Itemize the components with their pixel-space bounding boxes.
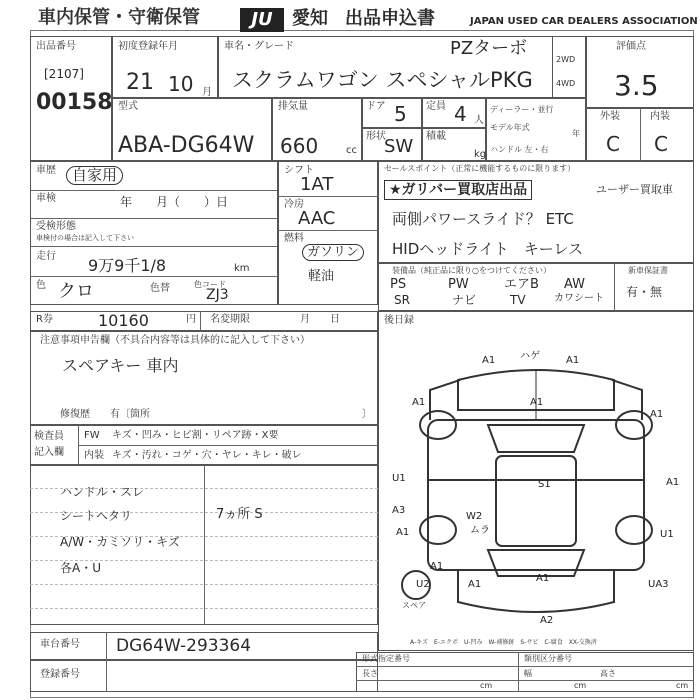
comment-3: A/W・カミソリ・キズ (60, 535, 180, 549)
drive-box (552, 36, 586, 98)
mark-s1: S1 (538, 479, 551, 490)
storage-title: 車内保管・守衛保管 (38, 7, 200, 28)
comment-1: ハンドル・スレ (60, 485, 145, 499)
displacement-label: 排気量 (278, 101, 308, 112)
equip-tv: TV (510, 293, 526, 307)
fuel-alt: 軽油 (308, 269, 335, 284)
shift-label: シフト (284, 165, 314, 176)
chassis-label: 車台番号 (40, 639, 80, 650)
reg-month-unit: 月 (202, 87, 212, 98)
equip-pw: PW (448, 277, 469, 292)
mark-u1-left: U1 (392, 473, 406, 484)
mark-a1-side: A1 (396, 527, 410, 538)
selling-label: セールスポイント（正常に機能するものに限ります） (384, 164, 576, 173)
mark-a1-right2: A1 (666, 477, 680, 488)
capacity-unit: 人 (474, 115, 484, 126)
recycle-value: 10160 (98, 311, 149, 330)
notes-label: 注意事項申告欄（不具合内容等は具体的に記入して下さい） (40, 335, 310, 346)
use-value: 自家用 (66, 166, 123, 185)
brand-name: 愛知 (292, 8, 328, 29)
height-label: 高さ (600, 669, 616, 678)
mileage-unit: km (234, 263, 250, 274)
warranty-label: 新車保証書 (628, 266, 668, 275)
displacement-value: 660 (280, 134, 319, 158)
equip-ps: PS (390, 277, 407, 292)
mark-w2: W2 (466, 511, 483, 522)
repair-label: 修復歴 有〔箇所 (60, 409, 150, 420)
aircon-value: AAC (298, 208, 336, 229)
equipment-label: 装備品（純正品に限り○をつけてください） (392, 266, 551, 275)
model-label: 車名・グレード (224, 41, 294, 52)
mark-a1-left: A1 (412, 397, 426, 408)
comment-4: 各A・U (60, 561, 101, 575)
inspection-label: 車検 (36, 193, 56, 204)
score-label: 評価点 (616, 41, 646, 52)
notes-value: スペアキー 車内 (62, 356, 179, 375)
reg-year: 21 (126, 70, 154, 95)
comment-side: 7ヵ所 S (216, 507, 263, 522)
spec-label-1: 形式指定番号 (362, 654, 410, 663)
displacement-unit: cc (346, 145, 357, 156)
inspector-row2-label: 内装 (84, 450, 104, 461)
mark-a1-right: A1 (650, 409, 664, 420)
inspector-row2-text: キズ・汚れ・コゲ・穴・ヤレ・キレ・破レ (112, 450, 302, 461)
selling-point-3: HIDヘッドライト キーレス (392, 240, 584, 258)
equip-aw: AW (564, 277, 586, 292)
interior-label: 内装 (650, 111, 670, 122)
inspector-row1-text: キズ・凹み・ヒビ割・リペア跡・X要 (112, 430, 279, 441)
mileage-value: 9万9千1/8 (88, 256, 167, 275)
mark-u2: U2 (416, 579, 430, 590)
inspector-label2: 記入欄 (34, 447, 64, 458)
type-value: ABA-DG64W (118, 133, 255, 158)
form-title: 出品申込書 (345, 8, 435, 29)
use-label: 車歴 (36, 165, 56, 176)
equip-sr: SR (394, 293, 410, 307)
width-label: 幅 (524, 669, 532, 678)
inspection-value: 年 月（ ）日 (120, 195, 229, 209)
dealer-label: ディーラー・並行 (490, 105, 554, 114)
model-year-unit: 年 (572, 129, 580, 138)
name-change-value: 月 日 (300, 314, 340, 325)
damage-legend: A-キズ E-エクボ U-凹み W-補修跡 S-サビ C-腐食 XX-交換済 (410, 639, 597, 646)
inspector-label1: 検査員 (34, 431, 64, 442)
mark-ua3: UA3 (648, 579, 669, 590)
mark-a1-hood: A1 (530, 397, 544, 408)
shift-value: 1AT (300, 174, 334, 195)
capacity-label: 定員 (426, 101, 446, 112)
type-label: 型式 (118, 101, 138, 112)
recycle-label: R券 (36, 314, 53, 325)
plate-box (30, 660, 378, 692)
back-label: 後日録 (384, 315, 414, 326)
handle-label: ハンドル 左・右 (490, 145, 549, 154)
payload-label: 積載 (426, 131, 446, 142)
name-change-label: 名変期限 (210, 314, 250, 325)
mark-a2: A2 (540, 615, 554, 626)
score-value: 3.5 (614, 69, 659, 102)
model-year-label: モデル年式 (490, 123, 530, 132)
color-code-label: 色コード (194, 280, 226, 289)
spare-label: スペア (402, 601, 426, 610)
mark-a1-rear: A1 (468, 579, 482, 590)
doors-label: ドア (366, 101, 386, 112)
color-change-label: 色替 (150, 283, 170, 294)
comment-2: シートヘタリ (60, 509, 133, 523)
height-unit: cm (676, 681, 689, 690)
plate-label: 登録番号 (40, 669, 80, 680)
receipt-label: 受検形態 (36, 221, 76, 232)
lot-sub: [2107] (44, 67, 84, 81)
selling-point-2: 両側パワースライド？ ETC (392, 210, 574, 228)
mark-a3: A3 (392, 505, 406, 516)
drive-2wd: 2WD (556, 55, 576, 64)
grade-value: PZターボ (450, 38, 528, 59)
mark-hage: ハゲ (520, 351, 540, 362)
association-name: JAPAN USED CAR DEALERS ASSOCIATION (470, 16, 698, 27)
color-value: クロ (58, 281, 94, 302)
color-code-value: ZJ3 (206, 287, 229, 303)
repair-close: 〕 (362, 409, 372, 420)
equipment-grid (386, 278, 608, 308)
chassis-value: DG64W-293364 (116, 636, 252, 656)
shape-label: 形状 (366, 131, 386, 142)
selling-banner: ★ガリバー買取店出品 (384, 180, 532, 200)
length-unit: cm (480, 681, 493, 690)
equip-seat: カワシート (554, 293, 604, 304)
reg-date-label: 初度登録年月 (118, 41, 178, 52)
fuel-value: ガソリン (302, 244, 364, 261)
fuel-label: 燃料 (284, 233, 304, 244)
mark-a1-rear-l: A1 (430, 561, 444, 572)
interior-value: C (654, 132, 668, 156)
mark-a1-front: A1 (482, 355, 496, 366)
payload-unit: kg (474, 149, 487, 160)
lot-label: 出品番号 (36, 41, 76, 52)
inspector-row1-label: FW (84, 430, 100, 441)
receipt-note: 車検付の場合は記入して下さい (36, 234, 134, 242)
shape-value: SW (384, 136, 414, 157)
spec-label-2: 類別区分番号 (524, 654, 572, 663)
recycle-unit: 円 (186, 314, 196, 325)
exterior-label: 外装 (600, 111, 620, 122)
mileage-label: 走行 (36, 251, 56, 262)
exterior-value: C (606, 132, 620, 156)
reg-month: 10 (168, 72, 194, 96)
aircon-label: 冷房 (284, 199, 304, 210)
ju-logo: JU (240, 8, 284, 32)
model-value: スクラムワゴン スペシャルPKG (232, 68, 533, 92)
width-unit: cm (574, 681, 587, 690)
doors-value: 5 (394, 102, 407, 126)
color-label: 色 (36, 280, 46, 291)
drive-4wd: 4WD (556, 79, 576, 88)
mark-a1-front-r: A1 (566, 355, 580, 366)
capacity-value: 4 (454, 102, 467, 126)
equip-navi: ナビ (452, 293, 477, 307)
mark-mura: ムラ (470, 525, 490, 536)
selling-point-1: ユーザー買取車 (596, 183, 673, 196)
mark-u1-right: U1 (660, 529, 674, 540)
lot-number: 00158 (36, 90, 113, 115)
mark-a1-rear2: A1 (536, 573, 550, 584)
warranty-value: 有・無 (626, 285, 663, 299)
length-label: 長さ (362, 669, 378, 678)
equip-airbag: エアB (504, 277, 539, 292)
